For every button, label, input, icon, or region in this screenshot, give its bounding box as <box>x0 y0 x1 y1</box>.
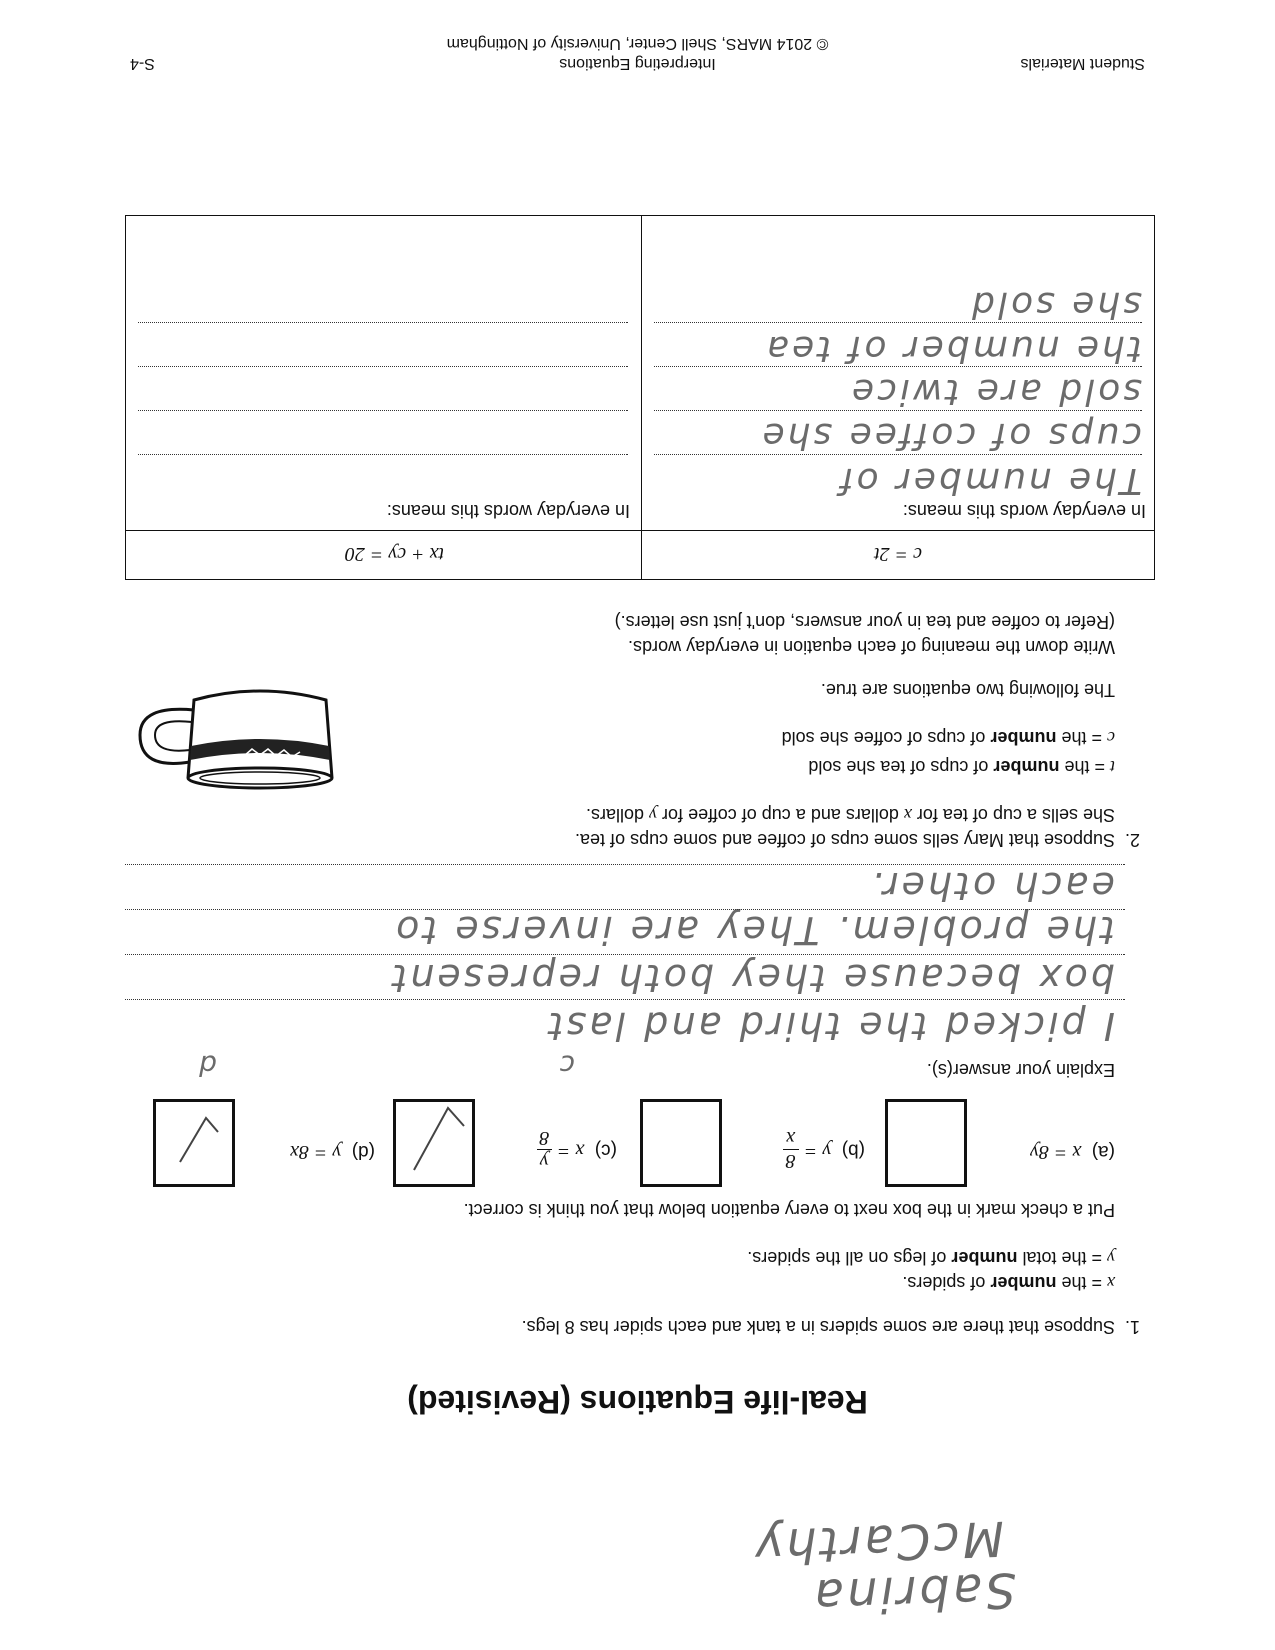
margin-letter-c: c <box>556 1049 575 1082</box>
table-divider <box>126 530 1154 531</box>
writing-line <box>654 322 1142 323</box>
writing-line <box>138 410 628 411</box>
q2-line1: Suppose that Mary sells some cups of coffee and some cups of tea. <box>575 830 1115 850</box>
option-d: (d) y = 8x <box>289 1141 375 1163</box>
left-answer-line-5: she sold <box>969 284 1142 325</box>
label-left: In everyday words this means: <box>902 501 1146 521</box>
writing-line <box>654 454 1142 455</box>
teacup-illustration <box>130 685 340 790</box>
footer-left: Student Materials <box>1020 55 1145 72</box>
q1-def-x: x = the number of spiders. <box>902 1273 1115 1293</box>
option-c: (c) x = y 8 <box>537 1127 617 1172</box>
q1-instruction: Put a check mark in the box next to every equation below that you think is correct. <box>463 1200 1115 1220</box>
q2-line2: She sells a cup of tea for x dollars and a cup of coffee for y dollars. <box>586 805 1115 825</box>
answer-line-2: box because they both represent <box>389 956 1115 1000</box>
fraction-y-over-8: y 8 <box>537 1127 552 1172</box>
writing-line <box>125 954 1125 955</box>
checkbox-a[interactable] <box>885 1099 967 1187</box>
equation-right: tx + cy = 20 <box>344 543 444 565</box>
checkbox-c[interactable] <box>393 1099 475 1187</box>
footer-center: Interpreting Equations <box>559 55 716 72</box>
option-b: (b) y = 8 x <box>783 1127 865 1172</box>
student-name: Sabrina McCarthy <box>751 1509 1017 1625</box>
q1-text: Suppose that there are some spiders in a tank and each spider has 8 legs. <box>521 1317 1115 1337</box>
explain-prompt: Explain your answer(s). <box>926 1060 1115 1080</box>
q2-true-text: The following two equations are true. <box>820 680 1115 700</box>
writing-line <box>654 410 1142 411</box>
q1-def-y: y = the total number of legs on all the spiders. <box>747 1248 1115 1268</box>
footer-copyright: © 2014 MARS, Shell Center, University of Nottingham <box>446 35 829 52</box>
writing-line <box>654 366 1142 367</box>
page-title: Real-life Equations (Revisited) <box>407 1384 868 1420</box>
writing-line <box>125 909 1125 910</box>
table-divider <box>641 216 642 579</box>
answer-line-4: each other. <box>868 864 1115 908</box>
margin-letter-d: d <box>196 1049 217 1082</box>
writing-line <box>138 322 628 323</box>
left-answer-line-1: The number of <box>837 460 1142 501</box>
checkmark-icon <box>156 1102 232 1184</box>
q2-write-text: Write down the meaning of each equation in everyday words. <box>628 637 1115 657</box>
label-right: In everyday words this means: <box>386 501 630 521</box>
footer-right: S-4 <box>130 55 155 72</box>
equation-left: c = 2t <box>874 543 922 565</box>
answer-line-3: the problem. They are inverse to <box>393 908 1115 952</box>
q2-refer-text: (Refer to coffee and tea in your answers, don't just use letters.) <box>614 612 1115 632</box>
equation-table <box>125 215 1155 580</box>
option-a: (a) x = 8y <box>1029 1141 1115 1163</box>
left-answer-line-4: the number of tea <box>764 328 1142 369</box>
left-answer-line-2: cups of coffee she <box>759 415 1142 456</box>
left-answer-line-3: sold are twice <box>848 371 1142 412</box>
q1-number: 1. <box>1124 1317 1140 1337</box>
writing-line <box>138 454 628 455</box>
q2-def-c: c = the number of cups of coffee she sold <box>781 728 1115 748</box>
answer-line-1: I picked the third and last <box>545 1004 1115 1048</box>
checkbox-d[interactable] <box>153 1099 235 1187</box>
fraction-8-over-x: 8 x <box>783 1127 799 1172</box>
checkbox-b[interactable] <box>640 1099 722 1187</box>
q2-def-t: t = the number of cups of tea she sold <box>808 757 1115 777</box>
q2-number: 2. <box>1124 830 1140 850</box>
checkmark-icon <box>396 1102 472 1184</box>
writing-line <box>125 864 1125 865</box>
writing-line <box>138 366 628 367</box>
